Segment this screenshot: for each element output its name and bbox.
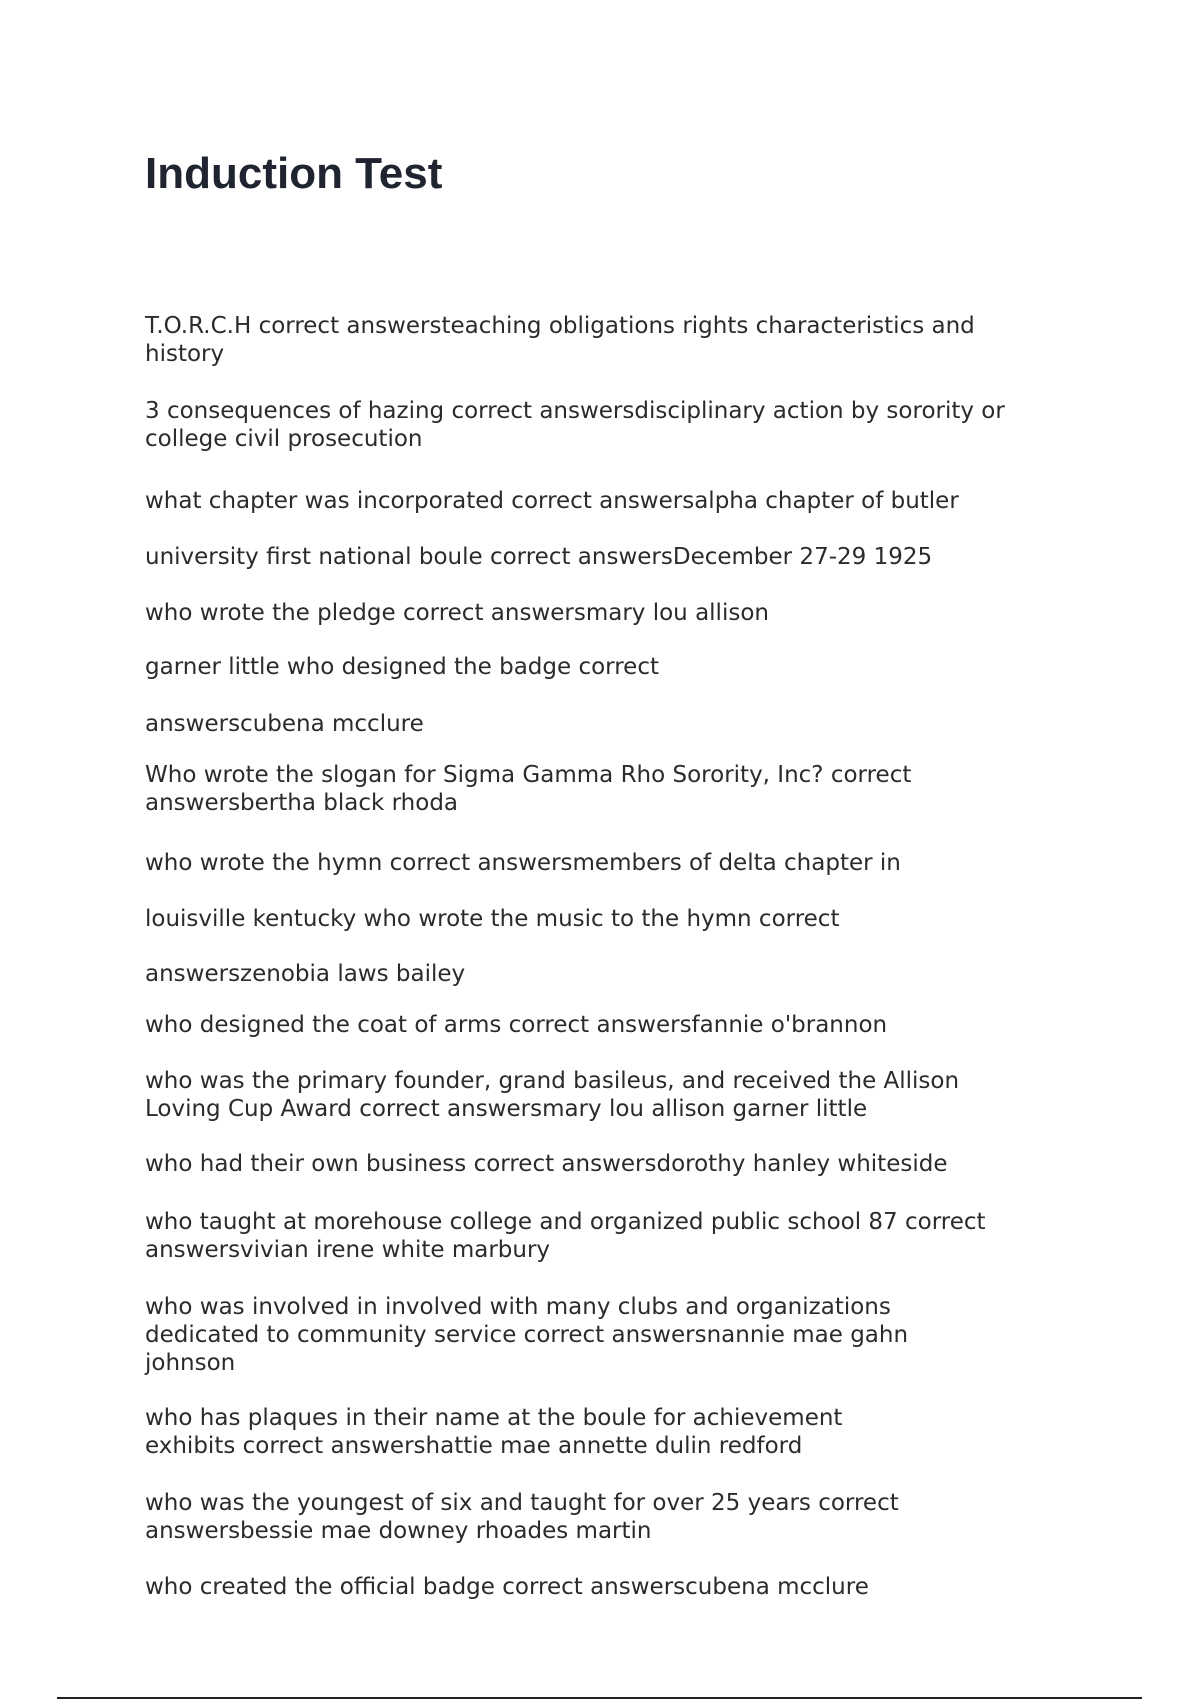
qa-paragraph-coat-of-arms: who designed the coat of arms correct answersfannie o'brannon: [145, 1012, 888, 1038]
qa-paragraph-community-service: who was involved in involved with many clubs and organizations dedicated to community service correct answersnannie mae gahn johnson: [145, 1294, 909, 1376]
qa-paragraph-slogan: Who wrote the slogan for Sigma Gamma Rho Sorority, Inc? correct answersbertha black rhoda: [145, 762, 912, 816]
qa-paragraph-pledge: who wrote the pledge correct answersmary lou allison: [145, 600, 769, 626]
qa-paragraph-primary-founder: who was the primary founder, grand basileus, and received the Allison Loving Cup Award correct answersmary lou allison garner little: [145, 1068, 960, 1122]
qa-paragraph-hymn-music: louisville kentucky who wrote the music to the hymn correct: [145, 906, 840, 932]
qa-paragraph-youngest-of-six: who was the youngest of six and taught for over 25 years correct answersbessie mae downey rhoades martin: [145, 1490, 899, 1544]
qa-paragraph-hymn-music-answer: answerszenobia laws bailey: [145, 961, 466, 987]
qa-paragraph-plaques: who has plaques in their name at the boule for achievement exhibits correct answershattie mae annette dulin redford: [145, 1405, 843, 1459]
qa-paragraph-hazing: 3 consequences of hazing correct answersdisciplinary action by sorority or college civil prosecution: [145, 398, 1005, 452]
qa-paragraph-hymn: who wrote the hymn correct answersmembers of delta chapter in: [145, 850, 901, 876]
qa-paragraph-first-boule: university first national boule correct answersDecember 27-29 1925: [145, 544, 933, 570]
page-title: Induction Test: [145, 149, 443, 198]
qa-paragraph-official-badge: who created the official badge correct answerscubena mcclure: [145, 1574, 869, 1600]
qa-paragraph-morehouse: who taught at morehouse college and organized public school 87 correct answersvivian irene white marbury: [145, 1209, 986, 1263]
qa-paragraph-badge-answer: answerscubena mcclure: [145, 711, 424, 737]
qa-paragraph-torch: T.O.R.C.H correct answersteaching obligations rights characteristics and history: [145, 313, 975, 367]
qa-paragraph-badge-question: garner little who designed the badge correct: [145, 654, 659, 680]
qa-paragraph-own-business: who had their own business correct answersdorothy hanley whiteside: [145, 1151, 948, 1177]
footer-divider: [57, 1697, 1142, 1699]
qa-paragraph-chapter-incorporated: what chapter was incorporated correct answersalpha chapter of butler: [145, 488, 959, 514]
